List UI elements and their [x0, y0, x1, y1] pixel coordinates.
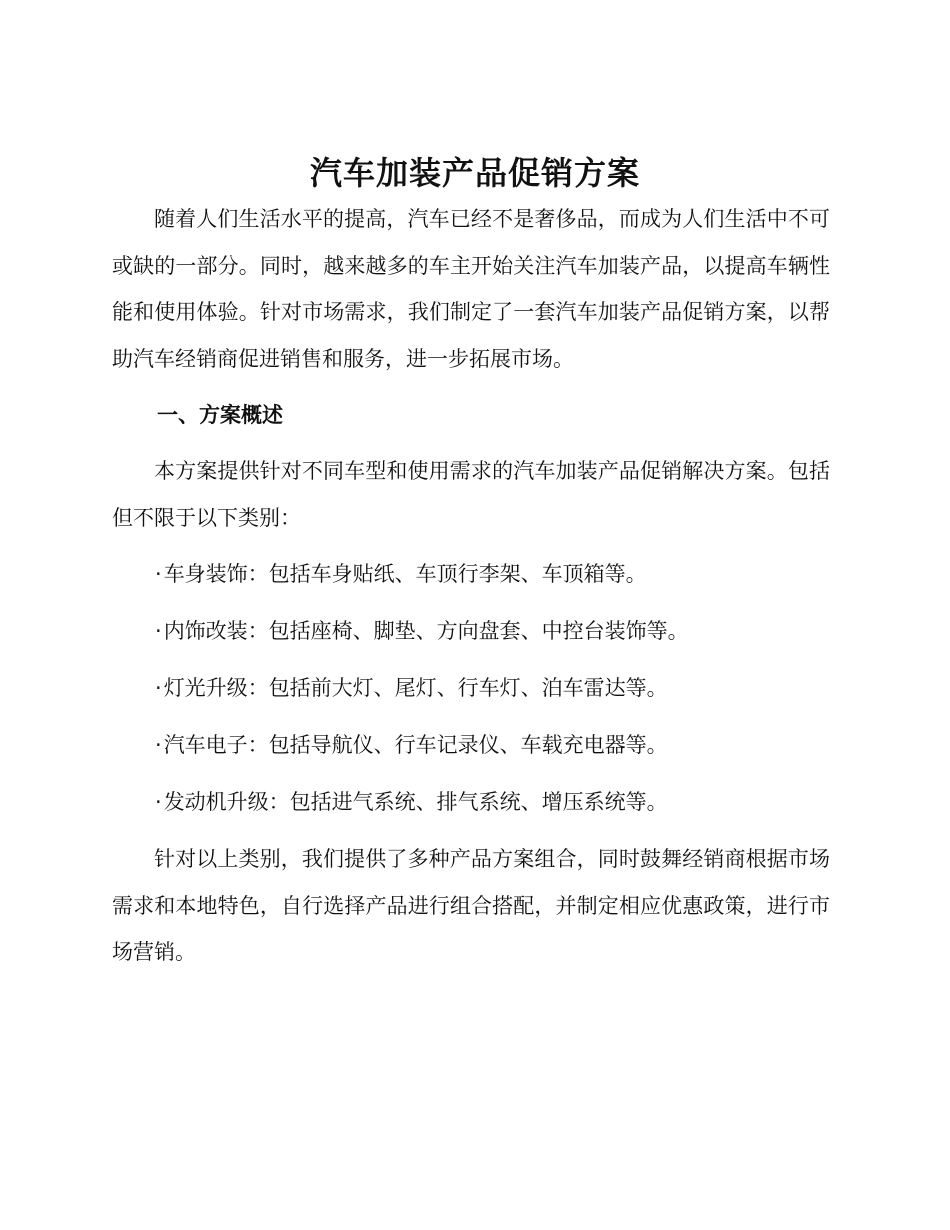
list-item — [155, 666, 835, 711]
list-item-text: 车身装饰：包括车身贴纸、车顶行李架、车顶箱等。 — [163, 562, 647, 586]
bullet-icon: · — [155, 733, 162, 757]
bullet-icon: · — [155, 619, 162, 643]
closing-paragraph: 针对以上类别，我们提供了多种产品方案组合，同时鼓舞经销商根据市场需求和本地特色，自行选择产品进行组合搭配，并制定相应优惠政策，进行市场营销。 — [112, 847, 830, 964]
list-item-text: 发动机升级：包括进气系统、排气系统、增压系统等。 — [163, 790, 668, 814]
list-item-text: 汽车电子：包括导航仪、行车记录仪、车载充电器等。 — [163, 733, 668, 757]
section-heading: 一、方案概述 — [157, 403, 283, 427]
bullet-icon: · — [155, 562, 162, 586]
document-title: 汽车加装产品促销方案 — [309, 154, 640, 192]
section-intro-paragraph: 本方案提供针对不同车型和使用需求的汽车加装产品促销解决方案。包括但不限于以下类别： — [112, 459, 830, 530]
list-item — [155, 552, 835, 597]
list-item — [155, 723, 835, 768]
list-item — [155, 609, 835, 654]
category-list — [155, 552, 835, 837]
list-item-text: 内饰改装：包括座椅、脚垫、方向盘套、中控台装饰等。 — [163, 619, 689, 643]
list-item-text: 灯光升级：包括前大灯、尾灯、行车灯、泊车雷达等。 — [163, 676, 668, 700]
list-item — [155, 780, 835, 825]
intro-paragraph: 随着人们生活水平的提高，汽车已经不是奢侈品，而成为人们生活中不可或缺的一部分。同时，越来越多的车主开始关注汽车加装产品，以提高车辆性能和使用体验。针对市场需求，我们制定了一套汽车加装产品促销方案，以帮助汽车经销商促进销售和服务，进一步拓展市场。 — [112, 207, 830, 371]
bullet-icon: · — [155, 676, 162, 700]
bullet-icon: · — [155, 790, 162, 814]
